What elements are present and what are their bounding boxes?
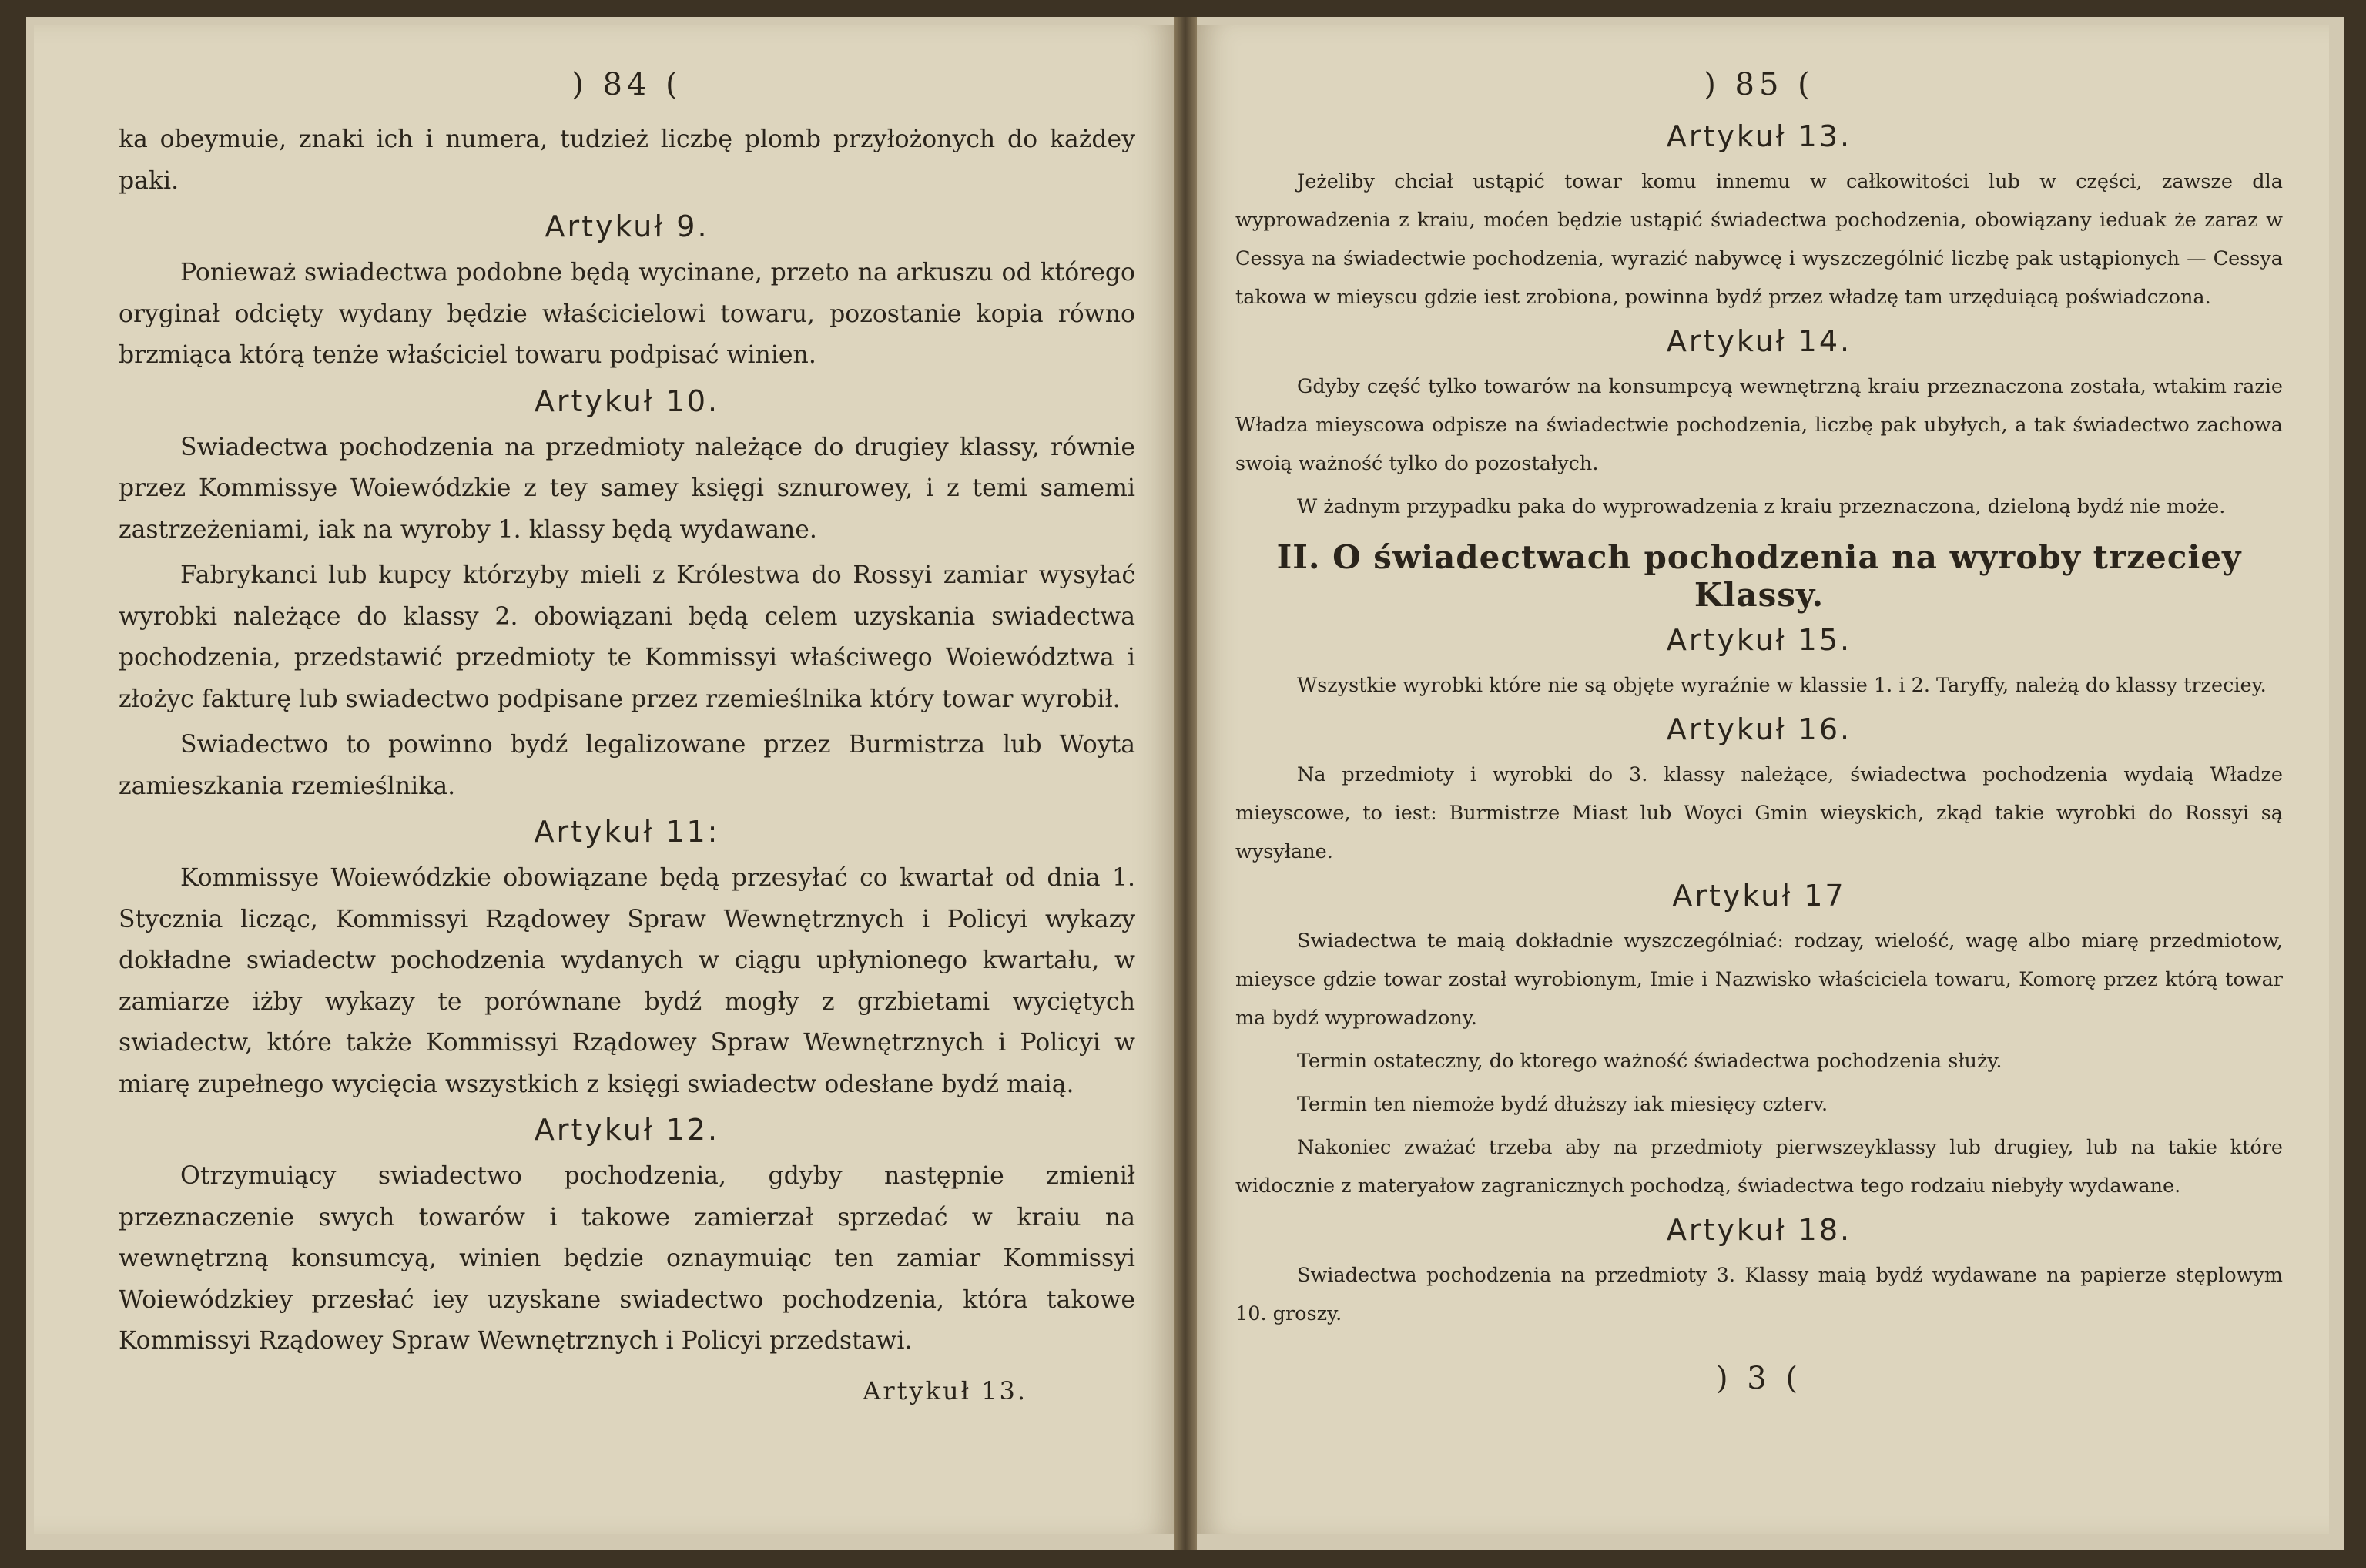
article-heading: Artykuł 17 [1672,879,1846,913]
paragraph: ka obeymuie, znaki ich i numera, tudzież liczbę plomb przyłożonych do każdey paki. [119,126,1135,195]
paragraph: Swiadectwa te maią dokładnie wyszczególniać: rodzay, wielość, wagę albo miarę przedmiotow, mieysce gdzie towar został wyrobionym, Imie i Nazwisko właściciela towaru, Komorę przez którą towar ma bydź wyprowadzony. [1235,930,2283,1030]
article-heading: Artykuł 11: [534,815,720,849]
article-heading: Artykuł 15. [1666,623,1852,657]
paragraph: Swiadectwa pochodzenia na przedmioty należące do drugiey klassy, równie przez Kommissye Woiewódzkie z tey samey księgi sznurowey, i z temi samemi zastrzeżeniami, iak na wyroby 1. klassy będą wydawane. [119,433,1135,544]
paragraph: Swiadectwo to powinno bydź legalizowane przez Burmistrza lub Woyta zamieszkania rzemieślnika. [119,731,1135,800]
article-heading: Artykuł 16. [1666,712,1852,746]
paragraph: Swiadectwa pochodzenia na przedmioty 3. Klassy maią bydź wydawane na papierze stęplowym 10. groszy. [1235,1264,2283,1325]
paragraph: Otrzymuiący swiadectwo pochodzenia, gdyby następnie zmienił przeznaczenie swych towarów i takowe zamierzał sprzedać w kraiu na wewnętrzną konsumcyą, winien będzie oznaymuiąc ten zamiar Kommissyi Woiewódzkiey przesłać iey uzyskane swiadectwo pochodzenia, która takowe Kommissyi Rządowey Spraw Wewnętrznych i Policyi przedstawi. [119,1162,1135,1355]
paragraph: Termin ostateczny, do ktorego ważność świadectwa pochodzenia służy. [1297,1050,2002,1073]
page-number: ) 85 ( [1704,67,1815,102]
article-heading: Artykuł 13. [1666,119,1852,153]
catchword: Artykuł 13. [863,1375,1027,1406]
paragraph: Nakoniec zważać trzeba aby na przedmioty pierwszeyklassy lub drugiey, lub na takie które widocznie z materyałow zagranicznych pochodzą, świadectwa tego rodzaiu niebyły wydawane. [1235,1136,2283,1198]
signature-mark: ) 3 ( [1715,1361,1803,1396]
paragraph: Jeżeliby chciał ustąpić towar komu innemu w całkowitości lub w części, zawsze dla wyprowadzenia z kraiu, moćen będzie ustąpić świadectwa pochodzenia, obowiązany ieduak że zaraz w Cessya na świadectwie pochodzenia, wyrazić nabywcę i wyszczególnić liczbę pak ustąpionych — Cessya takowa w mieyscu gdzie iest zrobiona, powinna bydź przez władzę tam urzęduiącą poświadczona. [1235,170,2283,309]
paragraph: Ponieważ swiadectwa podobne będą wycinane, przeto na arkuszu od którego oryginał odcięty wydany będzie właścicielowi towaru, pozostanie kopia równo brzmiąca którą tenże właściciel towaru podpisać winien. [119,259,1135,369]
article-heading: Artykuł 12. [534,1113,720,1147]
right-page [1197,25,2329,1534]
paragraph: Kommissye Woiewódzkie obowiązane będą przesyłać co kwartał od dnia 1. Stycznia licząc, Kommissyi Rządowey Spraw Wewnętrznych i Policyi wykazy dokładne swiadectw pochodzenia wydanych w ciągu upłynionego kwartału, w zamiarze iżby wykazy te porównane bydź mogły z grzbietami wyciętych swiadectw, które także Kommissyi Rządowey Spraw Wewnętrznych i Policyi w miarę zupełnego wycięcia wszystkich z księgi swiadectw odesłane bydź maią. [119,864,1135,1098]
article-heading: Artykuł 18. [1666,1213,1852,1247]
paragraph: W żadnym przypadku paka do wyprowadzenia z kraiu przeznaczona, dzieloną bydź nie może. [1297,495,2226,518]
article-heading: Artykuł 9. [545,209,709,243]
article-heading: Artykuł 14. [1666,324,1852,358]
book-gutter [1174,17,1197,1550]
paragraph: Gdyby część tylko towarów na konsumpcyą wewnętrzną kraiu przeznaczona została, wtakim razie Władza mieyscowa odpisze na świadectwie pochodzenia, liczbę pak ubyłych, a tak świadectwo zachowa swoią ważność tylko do pozostałych. [1235,375,2283,475]
paragraph: Wszystkie wyrobki które nie są objęte wyraźnie w klassie 1. i 2. Taryffy, należą do klassy trzeciey. [1297,674,2267,697]
paragraph: Fabrykanci lub kupcy którzyby mieli z Królestwa do Rossyi zamiar wysyłać wyrobki należące do klassy 2. obowiązani będą celem uzyskania swiadectwa pochodzenia, przedstawić przedmioty te Kommissyi właściwego Woiewództwa i złożyc fakturę lub swiadectwo podpisane przez rzemieślnika który towar wyrobił. [119,561,1135,713]
article-heading: Artykuł 10. [534,384,720,418]
open-book [26,17,2344,1550]
paragraph: Na przedmioty i wyrobki do 3. klassy należące, świadectwa pochodzenia wydaią Władze mieyscowe, to iest: Burmistrze Miast lub Woyci Gmin wieyskich, zkąd takie wyrobki do Rossyi są wysyłane. [1235,763,2283,863]
section-heading: II. O świadectwach pochodzenia na wyroby trzeciey Klassy. [1276,538,2242,614]
left-page [34,25,1174,1534]
paragraph: Termin ten niemoże bydź dłuższy iak miesięcy czterv. [1297,1093,1828,1116]
page-number: ) 84 ( [571,67,682,102]
